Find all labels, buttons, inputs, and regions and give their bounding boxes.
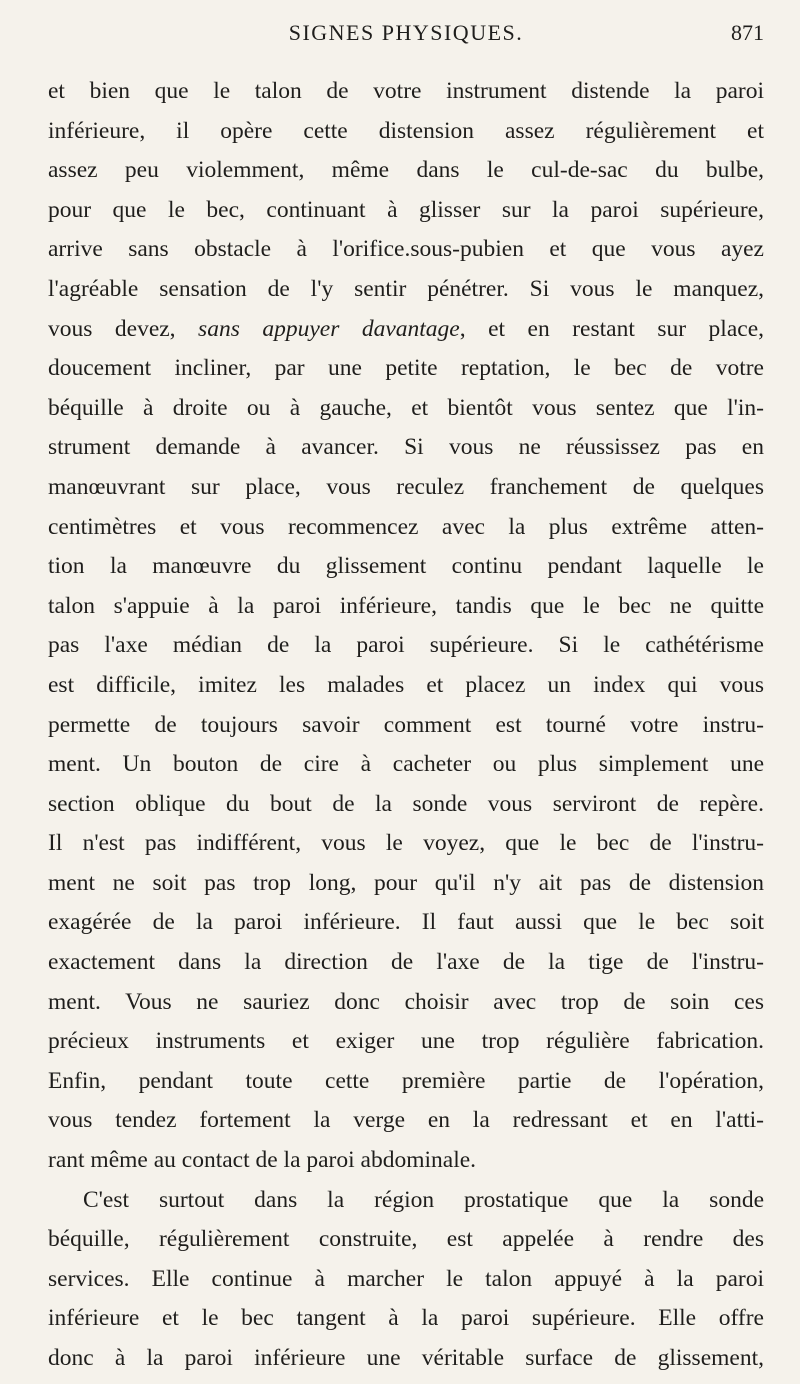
text-line: C'est surtout dans la région prostatique que la sonde bbox=[83, 1186, 764, 1213]
text-line: strument demande à avancer. Si vous ne réussissez pas en bbox=[48, 434, 764, 461]
text-line: section oblique du bout de la sonde vous serviront de repère. bbox=[48, 790, 764, 817]
italic-phrase: sans appuyer davantage bbox=[198, 315, 460, 342]
text-line: donc à la paroi inférieure une véritable surface de glissement, bbox=[48, 1345, 764, 1371]
text-line: inférieure et le bec tangent à la paroi supérieure. Elle offre bbox=[48, 1305, 764, 1332]
text-line: pas l'axe médian de la paroi supérieure. Si le cathétérisme bbox=[48, 632, 764, 659]
page-number: 871 bbox=[731, 20, 764, 45]
text-line: précieux instruments et exiger une trop régulière fabrication. bbox=[48, 1028, 764, 1055]
text-line: doucement incliner, par une petite reptation, le bec de votre bbox=[48, 355, 764, 382]
text-line: tion la manœuvre du glissement continu pendant laquelle le bbox=[48, 553, 764, 580]
text-line: services. Elle continue à marcher le talon appuyé à la paroi bbox=[48, 1265, 764, 1292]
text-line: Enfin, pendant toute cette première partie de l'opération, bbox=[48, 1067, 764, 1094]
text-line bbox=[48, 310, 764, 350]
text-line: Il n'est pas indifférent, vous le voyez, que le bec de l'instru- bbox=[48, 830, 764, 857]
text-line: l'agréable sensation de l'y sentir pénétrer. Si vous le manquez, bbox=[48, 275, 764, 302]
text-line: béquille à droite ou à gauche, et bientôt vous sentez que l'in- bbox=[48, 394, 764, 421]
text-line: exactement dans la direction de l'axe de la tige de l'instru- bbox=[48, 949, 764, 976]
text-line: et bien que le talon de votre instrument distende la paroi bbox=[48, 78, 764, 104]
running-title: SIGNES PHYSIQUES. bbox=[288, 20, 524, 45]
text-line: ment ne soit pas trop long, pour qu'il n'y ait pas de distension bbox=[48, 869, 764, 896]
text-line: exagérée de la paroi inférieure. Il faut aussi que le bec soit bbox=[48, 909, 764, 936]
text-line: rant même au contact de la paroi abdominale. bbox=[48, 1147, 477, 1174]
running-head bbox=[48, 18, 764, 48]
text-run: , et en restant sur place, bbox=[459, 315, 764, 342]
text-line: vous tendez fortement la verge en la redressant et en l'atti- bbox=[48, 1107, 764, 1134]
text-line: est difficile, imitez les malades et placez un index qui vous bbox=[48, 671, 764, 698]
text-line: inférieure, il opère cette distension assez régulièrement et bbox=[48, 117, 764, 144]
text-line: permette de toujours savoir comment est tourné votre instru- bbox=[48, 711, 764, 738]
text-line: manœuvrant sur place, vous reculez franchement de quelques bbox=[48, 473, 764, 500]
text-line: ment. Un bouton de cire à cacheter ou plus simplement une bbox=[48, 751, 764, 778]
text-line: talon s'appuie à la paroi inférieure, tandis que le bec ne quitte bbox=[48, 592, 764, 619]
text-line: béquille, régulièrement construite, est appelée à rendre des bbox=[48, 1226, 764, 1253]
body-text bbox=[48, 72, 764, 1379]
text-run: vous devez, bbox=[48, 315, 199, 342]
text-line: arrive sans obstacle à l'orifice.sous-pubien et que vous ayez bbox=[48, 236, 764, 263]
text-line: pour que le bec, continuant à glisser sur la paroi supérieure, bbox=[48, 196, 764, 223]
text-line: assez peu violemment, même dans le cul-de-sac du bulbe, bbox=[48, 157, 764, 184]
text-line: ment. Vous ne sauriez donc choisir avec trop de soin ces bbox=[48, 988, 764, 1015]
text-line: centimètres et vous recommencez avec la plus extrême atten- bbox=[48, 513, 764, 540]
